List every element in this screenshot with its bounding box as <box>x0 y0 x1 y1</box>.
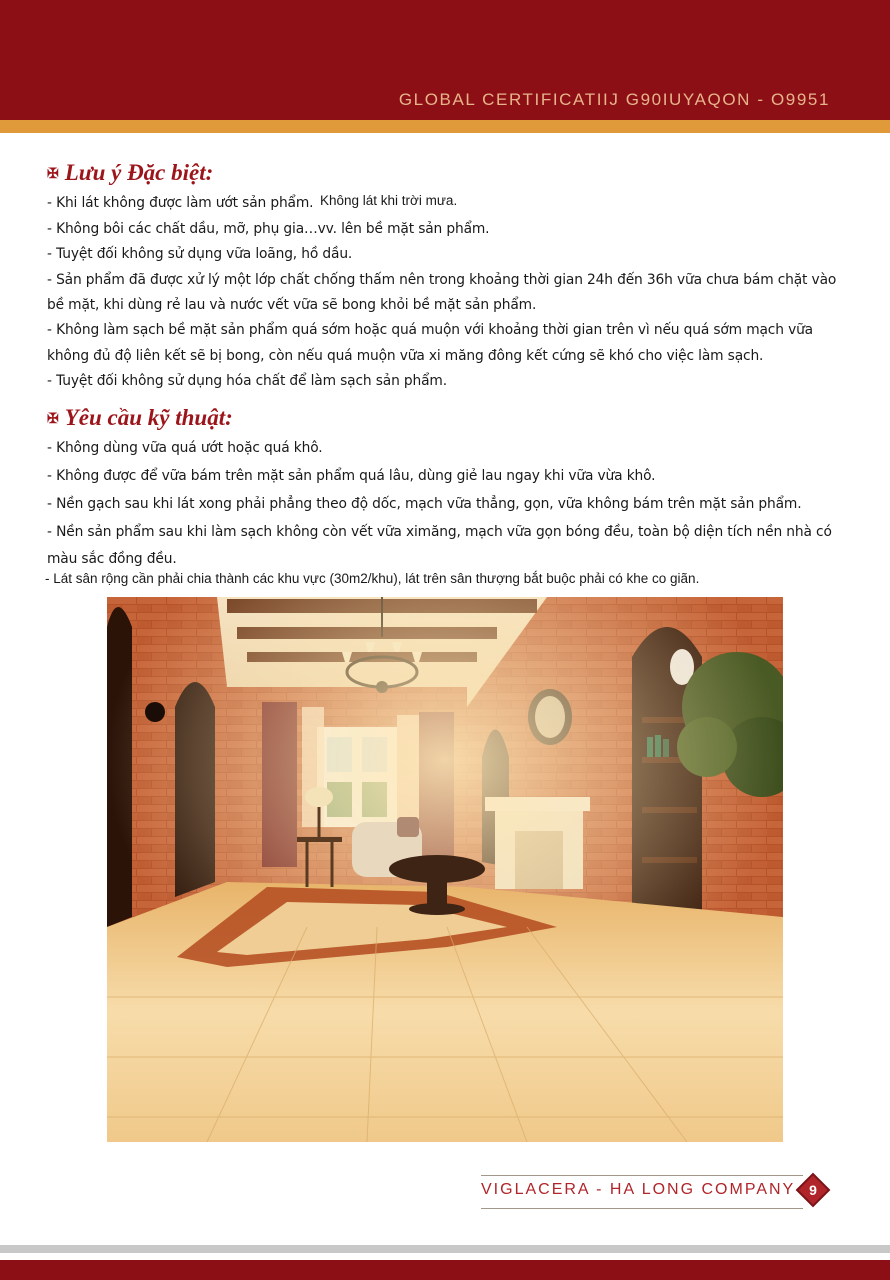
text-line: - Tuyệt đối không sử dụng vữa loãng, hồ dầu. <box>47 246 353 262</box>
cross-ornament-icon: ✠ <box>47 167 59 182</box>
text-line: - Lát sân rộng cần phải chia thành các khu vực (30m2/khu), lát trên sân thượng bắt buộc phải có khe co giãn. <box>45 571 700 586</box>
section-heading-technical-requirements <box>47 405 233 431</box>
text-line: bề mặt, khi dùng rẻ lau và nước vết vữa sẽ bong khỏi bề mặt sản phẩm. <box>47 297 537 313</box>
text-line: - Nền sản phẩm sau khi làm sạch không còn vết vữa ximăng, mạch vữa gọn bóng đều, toàn bộ diện tích nền nhà có <box>47 524 832 540</box>
text-line: - Sản phẩm đã được xử lý một lớp chất chống thấm nên trong khoảng thời gian 24h đến 36h vữa chưa bám chặt vào <box>47 272 837 288</box>
text-line: - Không làm sạch bề mặt sản phẩm quá sớm hoặc quá muộn với khoảng thời gian trên vì nếu quá sớm mạch vữa <box>47 322 813 338</box>
text-line: - Không được để vữa bám trên mặt sản phẩm quá lâu, dùng giẻ lau ngay khi vữa vừa khô. <box>47 468 656 484</box>
footer-rule-bottom <box>481 1208 803 1209</box>
text-line: không đủ độ liên kết sẽ bị bong, còn nếu quá muộn vữa xi măng đông kết cứng sẽ khó cho việc làm sạch. <box>47 348 764 364</box>
interior-room-photo <box>107 597 783 1142</box>
section-heading-special-notes <box>47 160 213 186</box>
page-number: 9 <box>809 1182 817 1198</box>
footer-company-name: VIGLACERA - HA LONG COMPANY <box>481 1181 796 1198</box>
text-line: - Tuyệt đối không sử dụng hóa chất để làm sạch sản phẩm. <box>47 373 447 389</box>
header-title: GLOBAL CERTIFICATIIJ G90IUYAQON - O9951 <box>398 90 830 109</box>
footer-gray-stripe <box>0 1245 890 1253</box>
footer-rule-top <box>481 1175 803 1176</box>
text-line: Không lát khi trời mưa. <box>320 193 458 208</box>
cross-ornament-icon: ✠ <box>47 412 59 427</box>
header-stripe <box>0 120 890 133</box>
text-line: - Khi lát không được làm ướt sản phẩm. <box>47 195 314 211</box>
text-line: - Không bôi các chất dầu, mỡ, phụ gia…vv. lên bề mặt sản phẩm. <box>47 221 490 237</box>
text-line: - Không dùng vữa quá ướt hoặc quá khô. <box>47 440 323 456</box>
text-line: màu sắc đồng đều. <box>47 551 177 567</box>
text-line: - Nền gạch sau khi lát xong phải phẳng theo độ dốc, mạch vữa thẳng, gọn, vữa không bám trên mặt sản phẩm. <box>47 496 802 512</box>
section-heading-text: Yêu cầu kỹ thuật: <box>64 405 233 430</box>
section-heading-text: Lưu ý Đặc biệt: <box>64 160 214 185</box>
footer-band <box>0 1260 890 1280</box>
